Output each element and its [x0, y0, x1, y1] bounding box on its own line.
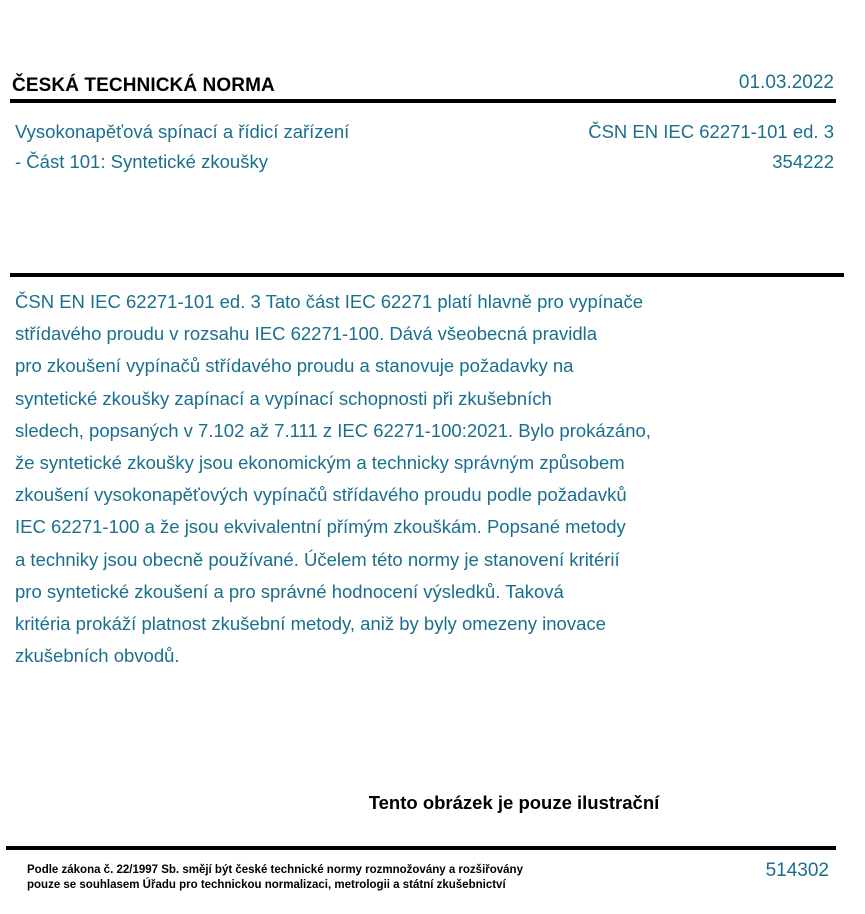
abstract-line: pro zkoušení vypínačů střídavého proudu a stanovuje požadavky na	[15, 355, 574, 377]
abstract-line: že syntetické zkoušky jsou ekonomickým a technicky správným způsobem	[15, 452, 625, 474]
legal-notice-line: Podle zákona č. 22/1997 Sb. smějí být české technické normy rozmnožovány a rozšiřovány	[27, 864, 523, 876]
document-title	[15, 117, 535, 177]
abstract-line: kritéria prokáží platnost zkušební metody, aniž by byly omezeny inovace	[15, 613, 606, 635]
norm-header-title: ČESKÁ TECHNICKÁ NORMA	[12, 75, 275, 96]
norm-designation: ČSN EN IEC 62271-101 ed. 3	[588, 121, 834, 142]
document-number: 514302	[765, 860, 829, 881]
abstract-line: zkušebních obvodů.	[15, 645, 180, 667]
section-divider	[10, 273, 844, 277]
legal-notice-line: pouze se souhlasem Úřadu pro technickou normalizaci, metrologii a státní zkušebnictví	[27, 879, 506, 891]
abstract-line: a techniky jsou obecně používané. Účelem této normy je stanovení kritérií	[15, 548, 620, 570]
abstract-text	[15, 286, 805, 672]
class-number: 354222	[772, 151, 834, 172]
abstract-line: ČSN EN IEC 62271-101 ed. 3 Tato část IEC 62271 platí hlavně pro vypínače	[15, 291, 644, 312]
abstract-line: IEC 62271-100 a že jsou ekvivalentní přímým zkouškám. Popsané metody	[15, 516, 626, 538]
document-title-line: Vysokonapěťová spínací a řídicí zařízení	[15, 121, 350, 142]
footer-divider	[6, 846, 836, 850]
abstract-line: sledech, popsaných v 7.102 až 7.111 z IEC 62271-100:2021. Bylo prokázáno,	[15, 419, 651, 441]
abstract-line: syntetické zkoušky zapínací a vypínací schopnosti při zkušebních	[15, 387, 552, 409]
legal-notice	[27, 863, 627, 893]
header-divider	[10, 99, 836, 103]
document-identifiers	[514, 117, 834, 177]
abstract-line: zkoušení vysokonapěťových vypínačů střídavého proudu podle požadavků	[15, 484, 627, 506]
abstract-line: pro syntetické zkoušení a pro správné hodnocení výsledků. Taková	[15, 580, 564, 602]
abstract-line: střídavého proudu v rozsahu IEC 62271-100. Dává všeobecná pravidla	[15, 323, 598, 345]
document-title-line: - Část 101: Syntetické zkoušky	[15, 151, 268, 172]
illustration-note: Tento obrázek je pouze ilustrační	[368, 792, 660, 813]
publication-date: 01.03.2022	[738, 72, 834, 93]
